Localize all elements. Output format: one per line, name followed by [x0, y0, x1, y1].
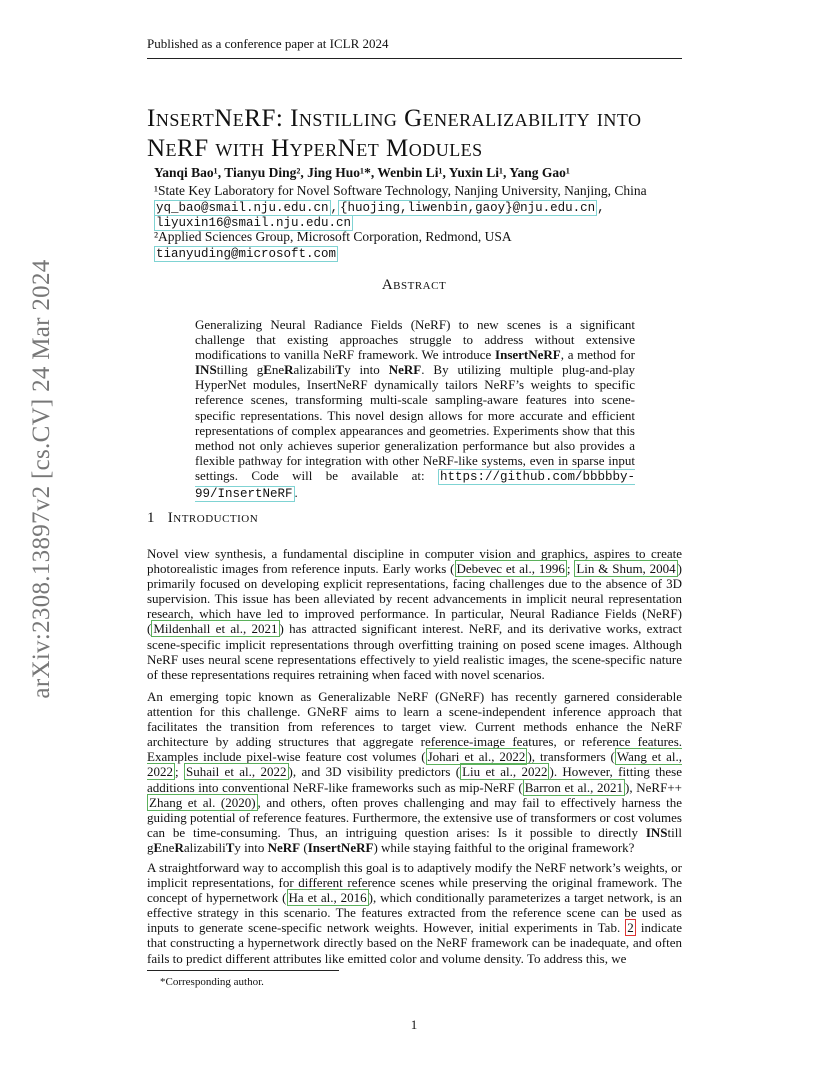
abstract-bold: T [335, 362, 345, 378]
abstract-bold: E [263, 362, 272, 378]
paragraph-text: ; [175, 764, 184, 780]
header-rule [147, 58, 682, 59]
email-link-2[interactable]: {huojing,liwenbin,gaoy}@nju.edu.cn [340, 201, 596, 215]
paragraph-bold: E [153, 839, 163, 855]
code-url-link[interactable]: https://github.com/bbbbby-99/InsertNeRF [195, 469, 635, 502]
paragraph-bold: INS [645, 824, 668, 840]
paragraph-text: ) primarily focused on developing explicit representations, facing challenges due to the absence of 3D supervision. This issue has been alleviated by recent advancements in implicit neural representation research, which have led to improved performance. In particular, Neural Radiance Fields (NeRF) ( [147, 561, 683, 637]
running-header: Published as a conference paper at ICLR 2024 [147, 36, 389, 51]
arxiv-stamp-text: arXiv:2308.13897v2 [cs.CV] 24 Mar 2024 [28, 259, 55, 699]
abstract-heading: Abstract [381, 277, 447, 293]
intro-paragraph-1 [147, 546, 682, 682]
paragraph-text: ) while staying faithful to the original framework? [373, 839, 635, 855]
abstract-text: g [256, 362, 264, 378]
paragraph-bold: R [174, 839, 184, 855]
paragraph-text: An emerging topic known as Generalizable NeRF (GNeRF) has recently garnered considerable attention for this challenge. GNeRF aims to learn a scene-independent inference approach that facilitates the transition from references to target view. Current methods enhance the NeRF architecture by adding structures that aggregate reference-image features, or reference features. Examples include pixel-wise feature cost volumes ( [147, 689, 682, 765]
affiliation-1: ¹State Key Laboratory for Novel Software Technology, Nanjing University, Nanjing, China [154, 183, 647, 198]
abstract-text: y into [344, 362, 389, 378]
paragraph-text: ). However, fitting these additions into conventional NeRF-like frameworks such as mip-NeRF ( [147, 764, 682, 795]
paragraph-text: ), which conditionally parameterizes a target network, is an effective strategy in this scenario. The features extracted from the reference scene can be used as inputs to generate scene-specific network weights. However, initial experiments in Tab. [147, 890, 682, 936]
paragraph-text: y into [234, 839, 268, 855]
email-link-1[interactable]: yq_bao@smail.nju.edu.cn [156, 201, 329, 215]
paragraph-bold: NeRF [267, 839, 301, 855]
abstract-body [195, 317, 635, 502]
intro-paragraph-3 [147, 860, 682, 966]
paragraph-text: till g [147, 824, 682, 855]
abstract-text: tilling [216, 362, 257, 378]
email-line-3 [154, 245, 338, 261]
arxiv-stamp [22, 259, 62, 699]
abstract-bold: INS [195, 362, 217, 378]
paragraph-text: ( [300, 839, 308, 855]
paper-title [147, 104, 707, 164]
paragraph-text: ne [162, 839, 175, 855]
paragraph-bold: T [225, 839, 235, 855]
abstract-bold: R [284, 362, 294, 378]
abstract-text: Generalizing Neural Radiance Fields (NeRF) to new scenes is a significant challenge that existing approaches struggle to address without extensive modifications to vanilla NeRF framework. We introduce [195, 317, 635, 363]
email-line-2 [154, 214, 353, 230]
affiliation-2: ²Applied Sciences Group, Microsoft Corporation, Redmond, USA [154, 229, 512, 244]
citation-link[interactable]: Lin & Shum, 2004 [576, 561, 676, 577]
footnote: *Corresponding author. [160, 976, 264, 988]
title-line-1: InsertNeRF: Instilling Generalizability into [147, 105, 642, 132]
section-number: 1 [147, 510, 155, 526]
abstract-bold: InsertNeRF [495, 347, 561, 363]
citation-link[interactable]: Zhang et al. (2020) [149, 794, 256, 810]
paragraph-text: ), and 3D visibility predictors ( [288, 764, 461, 780]
paragraph-text: indicate that constructing a hypernetwork directly based on the NeRF framework can be inadequate, and often fails to predict different attributes like emitted color and volume density. To address this, we [147, 920, 682, 966]
title-line-2: NeRF with HyperNet Modules [147, 135, 483, 162]
citation-link[interactable]: Ha et al., 2016 [288, 890, 367, 906]
table-ref-link[interactable]: 2 [627, 920, 634, 936]
paragraph-text: ; [566, 561, 575, 577]
citation-link[interactable]: Suhail et al., 2022 [185, 764, 287, 780]
abstract-text: alizabili [293, 362, 336, 378]
citation-link[interactable]: Wang et al., 2022 [147, 749, 682, 780]
abstract-bold: NeRF [388, 362, 422, 378]
section-title: Introduction [167, 510, 259, 526]
citation-link[interactable]: Liu et al., 2022 [462, 764, 548, 780]
paragraph-text: , and others, often proves challenging and may fail to effectively harness the guiding potential of reference features. Furthermore, the extensive use of transformers or cost volumes can be time-consuming. Thus, an intriguing question arises: Is it possible to directly [147, 794, 682, 840]
paragraph-text: ) has attracted significant interest. NeRF, and its derivative works, extract scene-specific implicit representations through overfitting training on posed scene images. Although NeRF uses neural scene representations effectively to yield realistic images, the scene-specific nature of these representations requires retraining when faced with novel scenarios. [147, 621, 682, 682]
email-link-3[interactable]: liyuxin16@smail.nju.edu.cn [156, 216, 352, 230]
abstract-text: . By utilizing multiple plug-and-play HyperNet modules, InsertNeRF dynamically tailors NeRF’s weights to specific reference scenes, transforming multi-scale sampling-aware features into scene-specific representations. This novel design allows for more accurate and efficient representations of complex appearances and geometries. Experiments show that this method not only achieves superior generalization performance but also provides a flexible pathway for integration with other NeRF-like systems, even in sparse input settings. Code will be available at: [195, 362, 635, 483]
intro-paragraph-2 [147, 689, 682, 855]
footnote-rule [147, 970, 339, 971]
citation-link[interactable]: Debevec et al., 1996 [456, 561, 565, 577]
citation-link[interactable]: Mildenhall et al., 2021 [153, 621, 278, 637]
email-link-4[interactable]: tianyuding@microsoft.com [156, 247, 337, 261]
page-number: 1 [410, 1017, 418, 1032]
abstract-text: ne [271, 362, 285, 378]
abstract-text: . [294, 485, 298, 501]
section-heading [147, 510, 258, 527]
abstract-text: , a method for [560, 347, 636, 363]
citation-link[interactable]: Johari et al., 2022 [427, 749, 526, 765]
paragraph-text: ), NeRF++ [625, 779, 682, 795]
paragraph-text: Novel view synthesis, a fundamental discipline in computer vision and graphics, aspires to create photorealistic images from reference inputs. Early works ( [147, 546, 682, 577]
author-list: Yanqi Bao¹, Tianyu Ding², Jing Huo¹*, Wenbin Li¹, Yuxin Li¹, Yang Gao¹ [154, 165, 570, 180]
paragraph-bold: InsertNeRF [307, 839, 374, 855]
citation-link[interactable]: Barron et al., 2021 [524, 779, 624, 795]
paragraph-text: ), transformers ( [527, 749, 615, 765]
email-line-1: yq_bao@smail.nju.edu.cn , {huojing,liwenbin,gaoy}@nju.edu.cn , [156, 201, 605, 215]
paragraph-text: alizabili [183, 839, 226, 855]
paragraph-text: A straightforward way to accomplish this goal is to adaptively modify the NeRF network’s weights, or implicit representations, for different reference scenes while preserving the original framework. The concept of hypernetwork ( [147, 860, 682, 906]
